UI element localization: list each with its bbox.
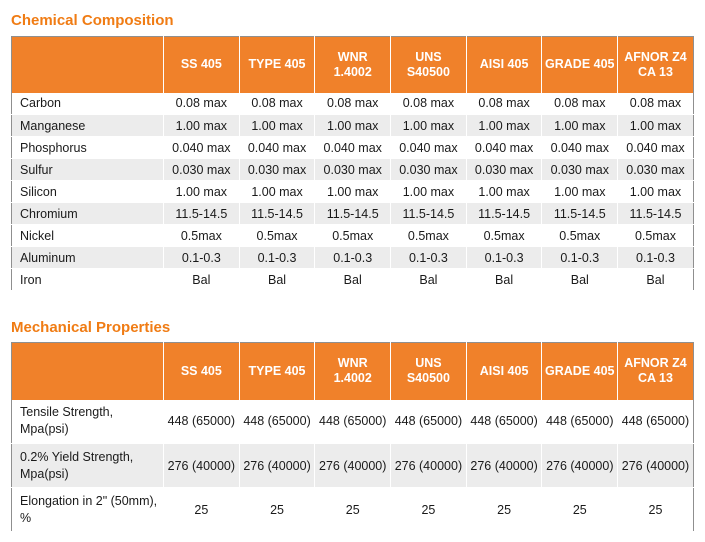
table-cell: 1.00 max xyxy=(391,115,467,137)
chemical-composition-table xyxy=(11,36,694,291)
table-cell: 11.5-14.5 xyxy=(466,203,542,225)
table-row xyxy=(12,400,694,444)
table-cell: Bal xyxy=(391,269,467,291)
column-header: WNR 1.4002 xyxy=(315,343,391,400)
table-cell: 25 xyxy=(164,488,240,532)
table-cell: Bal xyxy=(542,269,618,291)
table-cell: 276 (40000) xyxy=(466,444,542,488)
table-cell: 1.00 max xyxy=(618,181,694,203)
table-cell: 0.040 max xyxy=(164,137,240,159)
row-label: Manganese xyxy=(12,115,164,137)
table-cell: 448 (65000) xyxy=(542,400,618,444)
table-cell: 1.00 max xyxy=(315,181,391,203)
column-header: AFNOR Z4 CA 13 xyxy=(618,37,694,93)
row-label: Elongation in 2" (50mm), % xyxy=(12,488,164,532)
table-cell: 276 (40000) xyxy=(315,444,391,488)
table-cell: 276 (40000) xyxy=(391,444,467,488)
table-cell: 0.08 max xyxy=(466,93,542,115)
table-cell: 1.00 max xyxy=(391,181,467,203)
table-cell: 0.040 max xyxy=(315,137,391,159)
table-row xyxy=(12,247,694,269)
table-cell: 276 (40000) xyxy=(618,444,694,488)
table-cell: 0.040 max xyxy=(466,137,542,159)
header-label-cell xyxy=(12,343,164,400)
table-cell: 25 xyxy=(618,488,694,532)
table-cell: 1.00 max xyxy=(542,181,618,203)
column-header: SS 405 xyxy=(164,37,240,93)
header-label-cell xyxy=(12,37,164,93)
row-label: Nickel xyxy=(12,225,164,247)
table-cell: 0.040 max xyxy=(542,137,618,159)
table-cell: 0.1-0.3 xyxy=(315,247,391,269)
table-cell: 0.030 max xyxy=(466,159,542,181)
table-cell: 1.00 max xyxy=(618,115,694,137)
table-cell: 276 (40000) xyxy=(542,444,618,488)
table-cell: 11.5-14.5 xyxy=(618,203,694,225)
table-cell: 25 xyxy=(315,488,391,532)
table-cell: 0.1-0.3 xyxy=(391,247,467,269)
table-cell: 0.08 max xyxy=(315,93,391,115)
table-cell: 0.08 max xyxy=(391,93,467,115)
table-row xyxy=(12,269,694,291)
row-label: Aluminum xyxy=(12,247,164,269)
table-row xyxy=(12,488,694,532)
table-cell: 0.030 max xyxy=(391,159,467,181)
table-cell: 276 (40000) xyxy=(239,444,315,488)
chemical-composition-title: Chemical Composition xyxy=(11,12,174,29)
table-cell: 11.5-14.5 xyxy=(239,203,315,225)
table-cell: 0.5max xyxy=(466,225,542,247)
row-label: Silicon xyxy=(12,181,164,203)
row-label: 0.2% Yield Strength, Mpa(psi) xyxy=(12,444,164,488)
row-label: Tensile Strength, Mpa(psi) xyxy=(12,400,164,444)
column-header: UNS S40500 xyxy=(391,37,467,93)
table-cell: 0.040 max xyxy=(239,137,315,159)
table-cell: Bal xyxy=(618,269,694,291)
column-header: UNS S40500 xyxy=(391,343,467,400)
column-header: AISI 405 xyxy=(466,343,542,400)
table-row xyxy=(12,159,694,181)
table-cell: 1.00 max xyxy=(542,115,618,137)
table-cell: 0.040 max xyxy=(618,137,694,159)
table-row xyxy=(12,115,694,137)
table-cell: 11.5-14.5 xyxy=(391,203,467,225)
column-header: AISI 405 xyxy=(466,37,542,93)
table-cell: 1.00 max xyxy=(466,115,542,137)
table-cell: 448 (65000) xyxy=(315,400,391,444)
table-cell: 448 (65000) xyxy=(618,400,694,444)
table-cell: 0.030 max xyxy=(239,159,315,181)
column-header: TYPE 405 xyxy=(239,343,315,400)
mechanical-properties-table xyxy=(11,342,694,532)
table-row xyxy=(12,181,694,203)
table-cell: 25 xyxy=(391,488,467,532)
table-header-row xyxy=(12,37,694,93)
table-cell: 0.040 max xyxy=(391,137,467,159)
table-cell: 0.5max xyxy=(391,225,467,247)
table-cell: 11.5-14.5 xyxy=(315,203,391,225)
table-row xyxy=(12,203,694,225)
table-cell: 448 (65000) xyxy=(391,400,467,444)
table-cell: Bal xyxy=(239,269,315,291)
table-cell: 276 (40000) xyxy=(164,444,240,488)
table-cell: 0.030 max xyxy=(315,159,391,181)
table-row xyxy=(12,93,694,115)
table-cell: 0.5max xyxy=(239,225,315,247)
table-cell: 25 xyxy=(466,488,542,532)
table-cell: 0.1-0.3 xyxy=(618,247,694,269)
table-cell: 0.5max xyxy=(542,225,618,247)
table-cell: 0.030 max xyxy=(164,159,240,181)
table-row xyxy=(12,225,694,247)
column-header: SS 405 xyxy=(164,343,240,400)
table-cell: 1.00 max xyxy=(239,181,315,203)
table-header-row xyxy=(12,343,694,400)
table-cell: 1.00 max xyxy=(466,181,542,203)
table-cell: 25 xyxy=(542,488,618,532)
column-header: GRADE 405 xyxy=(542,37,618,93)
table-cell: 0.030 max xyxy=(618,159,694,181)
table-cell: 11.5-14.5 xyxy=(164,203,240,225)
column-header: TYPE 405 xyxy=(239,37,315,93)
mechanical-properties-title: Mechanical Properties xyxy=(11,319,171,336)
row-label: Phosphorus xyxy=(12,137,164,159)
table-cell: 1.00 max xyxy=(164,181,240,203)
table-row xyxy=(12,137,694,159)
table-cell: 25 xyxy=(239,488,315,532)
table-cell: 0.5max xyxy=(164,225,240,247)
row-label: Carbon xyxy=(12,93,164,115)
table-cell: 1.00 max xyxy=(164,115,240,137)
table-cell: Bal xyxy=(315,269,391,291)
table-cell: Bal xyxy=(466,269,542,291)
table-cell: 0.1-0.3 xyxy=(466,247,542,269)
table-cell: 448 (65000) xyxy=(239,400,315,444)
row-label: Sulfur xyxy=(12,159,164,181)
table-cell: 0.08 max xyxy=(618,93,694,115)
table-cell: 0.08 max xyxy=(164,93,240,115)
table-cell: 0.5max xyxy=(618,225,694,247)
column-header: AFNOR Z4 CA 13 xyxy=(618,343,694,400)
table-row xyxy=(12,444,694,488)
row-label: Chromium xyxy=(12,203,164,225)
table-cell: 448 (65000) xyxy=(164,400,240,444)
table-cell: 0.1-0.3 xyxy=(542,247,618,269)
table-cell: 0.5max xyxy=(315,225,391,247)
table-cell: 0.08 max xyxy=(239,93,315,115)
table-cell: Bal xyxy=(164,269,240,291)
column-header: GRADE 405 xyxy=(542,343,618,400)
table-cell: 11.5-14.5 xyxy=(542,203,618,225)
table-cell: 1.00 max xyxy=(315,115,391,137)
row-label: Iron xyxy=(12,269,164,291)
table-cell: 0.08 max xyxy=(542,93,618,115)
table-cell: 0.1-0.3 xyxy=(239,247,315,269)
table-cell: 0.1-0.3 xyxy=(164,247,240,269)
table-cell: 1.00 max xyxy=(239,115,315,137)
table-cell: 448 (65000) xyxy=(466,400,542,444)
column-header: WNR 1.4002 xyxy=(315,37,391,93)
table-cell: 0.030 max xyxy=(542,159,618,181)
